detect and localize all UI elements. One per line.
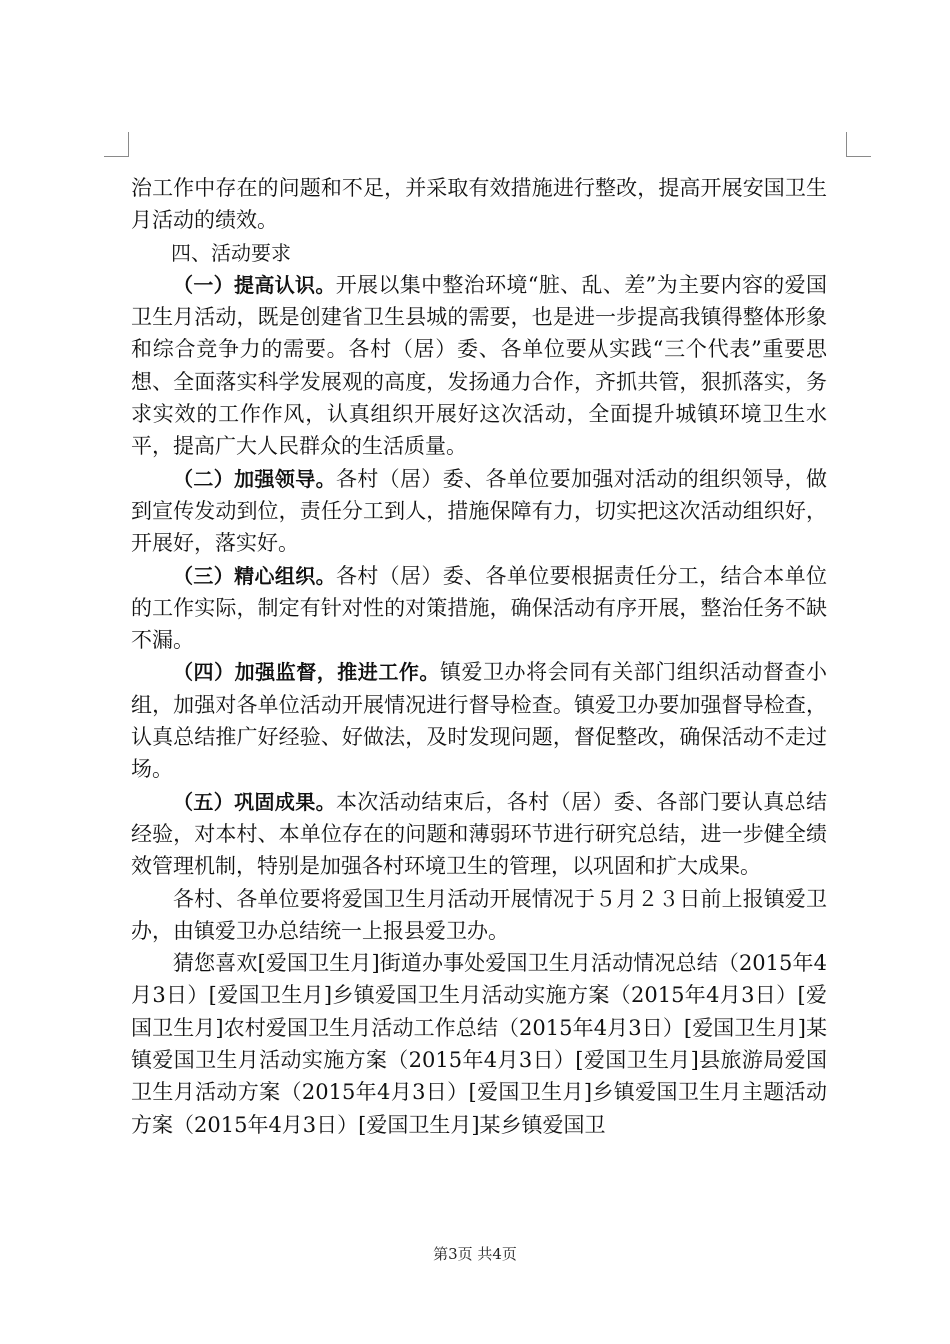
paragraph-requirement-2 <box>131 463 827 560</box>
paragraph-lead: （二）加强领导。 <box>173 466 336 491</box>
paragraph-lead: （五）巩固成果。 <box>173 789 336 814</box>
paragraph-requirement-3 <box>131 560 827 657</box>
paragraph-text: 本次活动结束后，各村（居）委、各部门要认真总结经验，对本村、本单位存在的问题和薄弱环节进行研究总结，进一步健全绩效管理机制，特别是加强各村环境卫生的管理，以巩固和扩大成果。 <box>131 789 828 879</box>
paragraph-continuation <box>131 172 827 237</box>
paragraph-text: 各村（居）委、各单位要根据责任分工，结合本单位的工作实际，制定有针对性的对策措施，确保活动有序开展，整治任务不缺不漏。 <box>131 563 828 653</box>
paragraph-requirement-4 <box>131 656 827 785</box>
paragraph-text: 各村（居）委、各单位要加强对活动的组织领导，做到宣传发动到位，责任分工到人，措施保障有力，切实把这次活动组织好，开展好，落实好。 <box>131 466 828 556</box>
paragraph-related-links <box>131 947 827 1141</box>
page-number: 第3页 共4页 <box>433 1245 517 1263</box>
paragraph-text: 猜您喜欢[爱国卫生月]街道办事处爱国卫生月活动情况总结（2015年4月3日）[爱国卫生月]乡镇爱国卫生月活动实施方案（2015年4月3日）[爱国卫生月]农村爱国卫生月活动工作总结（2015年4月3日）[爱国卫生月]某镇爱国卫生月活动实施方案（2015年4月3日）[爱国卫生月]县旅游局爱国卫生月活动方案（2015年4月3日）[爱国卫生月]乡镇爱国卫生月主题活动方案（2015年4月3日）[爱国卫生月]某乡镇爱国卫 <box>131 951 827 1137</box>
page-footer <box>0 1243 950 1264</box>
crop-mark-top-left <box>104 132 129 157</box>
paragraph-lead: （四）加强监督，推进工作。 <box>173 660 440 685</box>
paragraph-requirement-5 <box>131 786 827 883</box>
paragraph-report-deadline <box>131 883 827 948</box>
crop-mark-top-right <box>846 132 871 157</box>
paragraph-lead: （一）提高认识。 <box>173 272 336 297</box>
section-heading <box>131 237 827 269</box>
section-heading-text: 四、活动要求 <box>171 240 291 265</box>
paragraph-text: 镇爱卫办将会同有关部门组织活动督查小组，加强对各单位活动开展情况进行督导检查。镇爱卫办要加强督导检查，认真总结推广好经验、好做法，及时发现问题，督促整改，确保活动不走过场。 <box>131 660 828 782</box>
paragraph-requirement-1 <box>131 269 827 463</box>
paragraph-text: 治工作中存在的问题和不足，并采取有效措施进行整改，提高开展安国卫生月活动的绩效。 <box>131 176 827 233</box>
document-body <box>131 172 827 1141</box>
paragraph-lead: （三）精心组织。 <box>173 563 336 588</box>
paragraph-text: 各村、各单位要将爱国卫生月活动开展情况于５月２３日前上报镇爱卫办，由镇爱卫办总结统一上报县爱卫办。 <box>131 886 827 943</box>
paragraph-text: 开展以集中整治环境“脏、乱、差”为主要内容的爱国卫生月活动，既是创建省卫生县城的需要，也是进一步提高我镇得整体形象和综合竞争力的需要。各村（居）委、各单位要从实践“三个代表”重要思想、全面落实科学发展观的高度，发扬通力合作，齐抓共管，狠抓落实，务求实效的工作作风，认真组织开展好这次活动，全面提升城镇环境卫生水平，提高广大人民群众的生活质量。 <box>131 272 827 459</box>
